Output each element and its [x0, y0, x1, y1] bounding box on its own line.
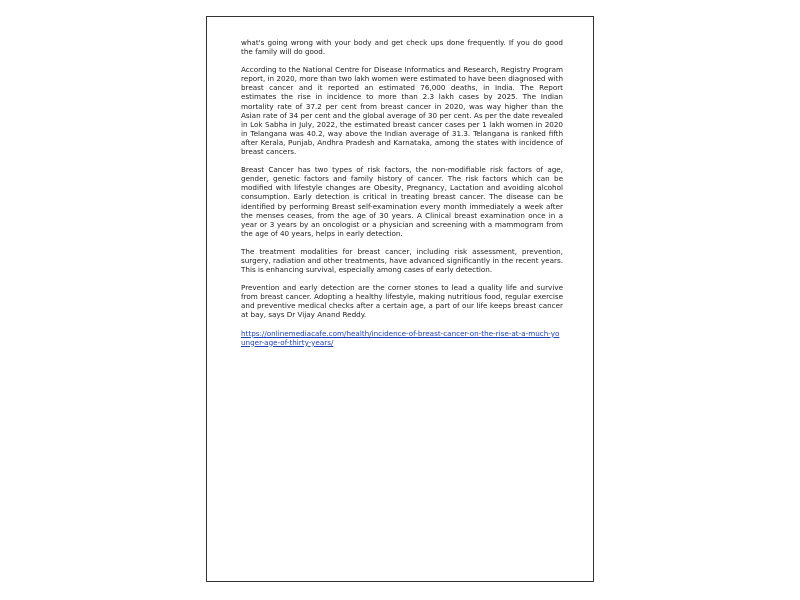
paragraph-prevention: Prevention and early detection are the corner stones to lead a quality life and survive from breast cancer. Adopting a healthy lifestyle, making nutritious food, regular exercise and preventive medical checks after a certain age, a part of our life keeps breast cancer at bay, says Dr Vijay Anand Reddy.: [241, 283, 563, 320]
document-body: [241, 38, 563, 356]
document-page: [206, 16, 594, 582]
source-link[interactable]: https://onlinemediacafe.com/health/incidence-of-breast-cancer-on-the-rise-at-a-much-younger-age-of-thirty-years/: [241, 328, 560, 347]
paragraph-statistics: According to the National Centre for Disease Informatics and Research, Registry Program report, in 2020, more than two lakh women were estimated to have been diagnosed with breast cancer and it reported an estimated 76,000 deaths, in India. The Report estimates the rise in incidence to more than 2.3 lakh cases by 2025. The Indian mortality rate of 37.2 per cent from breast cancer in 2020, was way higher than the Asian rate of 34 per cent and the global average of 30 per cent. As per the date revealed in Lok Sabha in July, 2022, the estimated breast cancer cases per 1 lakh women in 2020 in Telangana was 40.2, way above the Indian average of 31.3. Telangana is ranked fifth after Kerala, Punjab, Andhra Pradesh and Karnataka, among the states with incidence of breast cancers.: [241, 65, 563, 157]
paragraph-intro: what's going wrong with your body and get check ups done frequently. If you do good the family will do good.: [241, 38, 563, 57]
paragraph-risk-factors: Breast Cancer has two types of risk factors, the non-modifiable risk factors of age, gender, genetic factors and family history of cancer. The risk factors which can be modified with lifestyle changes are Obesity, Pregnancy, Lactation and avoiding alcohol consumption. Early detection is critical in treating breast cancer. The disease can be identified by performing Breast self-examination every month immediately a week after the menses ceases, from the age of 30 years. A Clinical breast examination once in a year or 3 years by an oncologist or a physician and screening with a mammogram from the age of 40 years, helps in early detection.: [241, 165, 563, 238]
paragraph-treatment: The treatment modalities for breast cancer, including risk assessment, prevention, surgery, radiation and other treatments, have advanced significantly in the recent years. This is enhancing survival, especially among cases of early detection.: [241, 246, 563, 275]
